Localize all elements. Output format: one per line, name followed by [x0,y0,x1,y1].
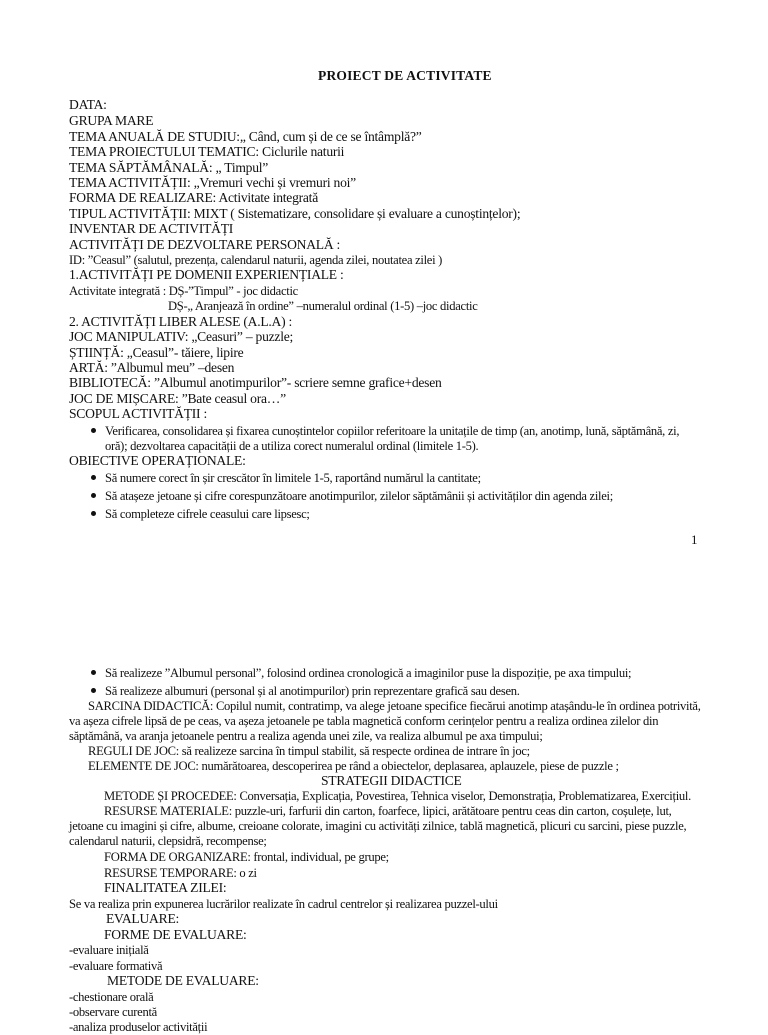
bullet-icon [91,493,96,498]
free-activities-heading: 2. ACTIVITĂȚI LIBER ALESE (A.L.A) : [69,314,293,329]
science-line: ȘTIINȚĂ: „Ceasul”- tăiere, lipire [69,345,244,360]
finality-text: Se va realiza prin expunerea lucrărilor realizate în cadrul centrelor și realizarea puzzel-ului [69,897,498,911]
objective-item: Să realizeze ”Albumul personal”, folosind ordinea cronologică a imaginilor puse la dispoziție, pe axa timpului; [105,666,632,680]
integrated-activity-line: Activitate integrată : DȘ-”Timpul” - joc didactic [69,284,298,298]
evaluation-form-item: -evaluare formativă [69,959,163,973]
task-line: SARCINA DIDACTICĂ: Copilul numit, contratimp, va alege jetoane specifice fiecărui anotimp atașându-le în ordinea potrivită, [88,699,701,713]
annual-theme-line: TEMA ANUALĂ DE STUDIU:„ Când, cum și de ce se întâmplă?” [69,129,422,144]
scope-text-line: Verificarea, consolidarea și fixarea cunoștintelor copiilor referitoare la unitațile de timp (an, anotimp, lună, săptămână, zi, [105,424,680,438]
bullet-icon [91,475,96,480]
activity-type-line: TIPUL ACTIVITĂȚII: MIXT ( Sistematizare, consolidare și evaluare a cunoștințelor); [69,206,521,221]
strategies-heading: STRATEGII DIDACTICE [321,773,462,788]
scope-text-line: oră); dezvoltarea capacității de a utiliza corect numeralul ordinal (limitele 1-5). [105,439,479,453]
task-line: săptămână, va aranja jetoanele pentru a realiza agenda unei zile, va realiza albumul pe axa timpului; [69,729,543,743]
objective-item: Să atașeze jetoane și cifre corespunzătoare anotimpurilor, zilelor săptămânii și activităților din agenda zilei; [105,489,613,503]
weekly-theme-line: TEMA SĂPTĂMÂNALĂ: „ Timpul” [69,160,269,175]
evaluation-methods-heading: METODE DE EVALUARE: [107,973,259,988]
resources-line: calendarul naturii, clepsidră, recompense; [69,834,267,848]
movement-game-line: JOC DE MIȘCARE: ”Bate ceasul ora…” [69,391,286,406]
bullet-icon [91,688,96,693]
page-number: 1 [691,532,698,547]
time-resources-line: RESURSE TEMPORARE: o zi [104,866,257,880]
manipulative-game-line: JOC MANIPULATIV: „Ceasuri” – puzzle; [69,329,294,344]
evaluation-forms-heading: FORME DE EVALUARE: [104,927,247,942]
evaluation-form-item: -evaluare inițială [69,943,149,957]
ds-ordering-line: DȘ-„ Aranjează în ordine” –numeralul ordinal (1-5) –joc didactic [168,299,478,313]
document-title: PROIECT DE ACTIVITATE [318,68,492,83]
finality-heading: FINALITATEA ZILEI: [104,880,227,895]
bullet-icon [91,670,96,675]
objective-item: Să completeze cifrele ceasului care lipsesc; [105,507,310,521]
evaluation-method-item: -observare curentă [69,1005,157,1019]
project-theme-line: TEMA PROIECTULUI TEMATIC: Ciclurile naturii [69,144,345,159]
personal-dev-heading: ACTIVITĂȚI DE DEZVOLTARE PERSONALĂ : [69,237,341,252]
experiential-heading: 1.ACTIVITĂȚI PE DOMENII EXPERIENȚIALE : [69,267,344,282]
bullet-icon [91,511,96,516]
id-line: ID: ”Ceasul” (salutul, prezența, calendarul naturii, agenda zilei, noutatea zilei ) [69,253,443,267]
resources-line: RESURSE MATERIALE: puzzle-uri, farfurii din carton, foarfece, lipici, arătătoare pentru ceas din carton, coșulețe, lut, [104,804,672,818]
objective-item: Să numere corect în șir crescător în limitele 1-5, raportând numărul la cantitate; [105,471,481,485]
task-line: va așeza cifrele lipsă de pe ceas, va așeza jetoanele pe tabla magnetică conform cerințelor pentru a realiza ordinea zilelor din [69,714,659,728]
library-line: BIBLIOTECĂ: ”Albumul anotimpurilor”- scriere semne grafice+desen [69,375,442,390]
objective-item: Să realizeze albumuri (personal și al anotimpurilor) prin reprezentare grafică sau desen. [105,684,520,698]
evaluation-heading: EVALUARE: [106,911,180,926]
organization-line: FORMA DE ORGANIZARE: frontal, individual, pe grupe; [104,850,389,864]
inventory-heading: INVENTAR DE ACTIVITĂȚI [69,221,234,236]
methods-line: METODE ȘI PROCEDEE: Conversația, Explicația, Povestirea, Tehnica viselor, Demonstrația, Problematizarea, Exercițiul. [104,789,691,803]
game-elements-line: ELEMENTE DE JOC: numărătoarea, descoperirea pe rând a obiectelor, deplasarea, aplauzele, piese de puzzle ; [88,759,619,773]
bullet-icon [91,428,96,433]
art-line: ARTĂ: ”Albumul meu” –desen [69,360,235,375]
evaluation-method-item: -chestionare orală [69,990,154,1004]
date-line: DATA: [69,97,107,112]
form-line: FORMA DE REALIZARE: Activitate integrată [69,190,318,205]
rules-line: REGULI DE JOC: să realizeze sarcina în timpul stabilit, să respecte ordinea de intrare în joc; [88,744,530,758]
resources-line: jetoane cu imagini și cifre, albume, creioane colorate, imagini cu activități zilnice, tablă magnetică, plicuri cu sarcini, piese puzzle, [69,819,687,833]
activity-theme-line: TEMA ACTIVITĂȚII: „Vremuri vechi și vremuri noi” [69,175,356,190]
evaluation-method-item: -analiza produselor activității [69,1020,208,1034]
objectives-heading: OBIECTIVE OPERAȚIONALE: [69,453,246,468]
group-line: GRUPA MARE [69,113,154,128]
scope-heading: SCOPUL ACTIVITĂȚII : [69,406,207,421]
